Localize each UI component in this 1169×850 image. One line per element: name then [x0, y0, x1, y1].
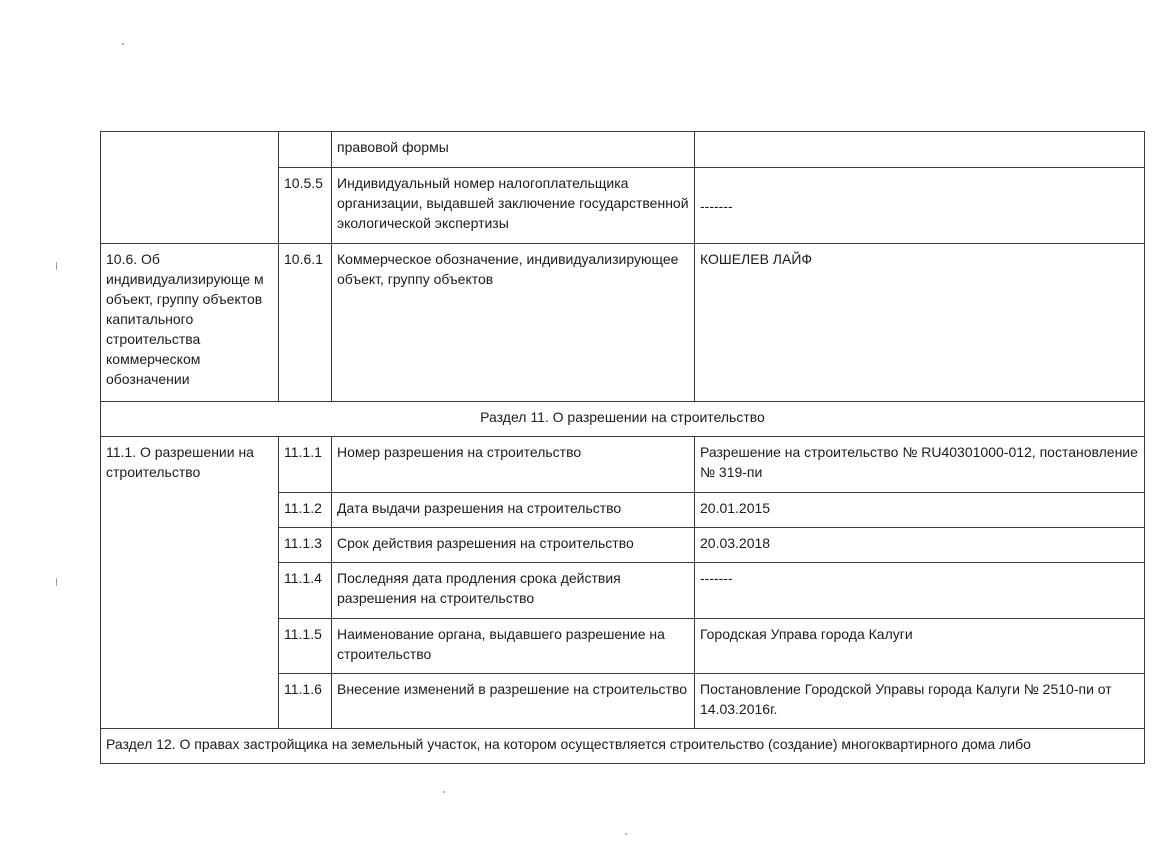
- section-heading-row: [101, 729, 1145, 764]
- scan-speck: [56, 262, 57, 270]
- row-content: Дата выдачи разрешения на строительство: [332, 493, 695, 528]
- row-number: 10.6.1: [279, 244, 332, 402]
- group-cell-11-1: 11.1. О разрешении на строительство: [101, 437, 279, 729]
- row-value: Постановление Городской Управы города Калуги № 2510-пи от 14.03.2016г.: [695, 674, 1145, 729]
- row-number: 10.5.5: [279, 168, 332, 244]
- row-number: 11.1.6: [279, 674, 332, 729]
- row-value: КОШЕЛЕВ ЛАЙФ: [695, 244, 1145, 402]
- row-content: Коммерческое обозначение, индивидуализирующее объект, группу объектов: [332, 244, 695, 402]
- section-heading-row: [101, 402, 1145, 437]
- row-value: 20.03.2018: [695, 528, 1145, 563]
- row-value: 20.01.2015: [695, 493, 1145, 528]
- section-12-heading: Раздел 12. О правах застройщика на земельный участок, на котором осуществляется строительство (создание) многоквартирного дома либо: [101, 729, 1145, 764]
- declaration-table: [100, 131, 1145, 764]
- row-value: Городская Управа города Калуги: [695, 619, 1145, 674]
- row-content: Внесение изменений в разрешение на строительство: [332, 674, 695, 729]
- scan-speck: [122, 43, 124, 45]
- row-number: 11.1.3: [279, 528, 332, 563]
- row-content: Наименование органа, выдавшего разрешение на строительство: [332, 619, 695, 674]
- row-number: 11.1.4: [279, 563, 332, 619]
- row-number: 11.1.5: [279, 619, 332, 674]
- row-content: Последняя дата продления срока действия разрешения на строительство: [332, 563, 695, 619]
- row-content: Срок действия разрешения на строительство: [332, 528, 695, 563]
- scan-speck: [56, 578, 57, 586]
- table-row: [101, 244, 1145, 402]
- section-11-heading: Раздел 11. О разрешении на строительство: [101, 402, 1145, 437]
- row-number: 11.1.2: [279, 493, 332, 528]
- row-number: [279, 132, 332, 168]
- row-value: [695, 132, 1145, 168]
- table-row: [101, 132, 1145, 168]
- scan-speck: [443, 791, 445, 793]
- row-value: -------: [695, 168, 1145, 244]
- group-cell-10-5: [101, 132, 279, 244]
- row-number: 11.1.1: [279, 437, 332, 493]
- row-content: Индивидуальный номер налогоплательщика организации, выдавшей заключение государственной экологической экспертизы: [332, 168, 695, 244]
- table-row: [101, 437, 1145, 493]
- row-value: -------: [695, 563, 1145, 619]
- group-cell-10-6: 10.6. Об индивидуализирующе м объект, группу объектов капитального строительства коммерческом обозначении: [101, 244, 279, 402]
- row-content: Номер разрешения на строительство: [332, 437, 695, 493]
- row-value: Разрешение на строительство № RU40301000-012, постановление № 319-пи: [695, 437, 1145, 493]
- row-content: правовой формы: [332, 132, 695, 168]
- scan-speck: [625, 833, 627, 835]
